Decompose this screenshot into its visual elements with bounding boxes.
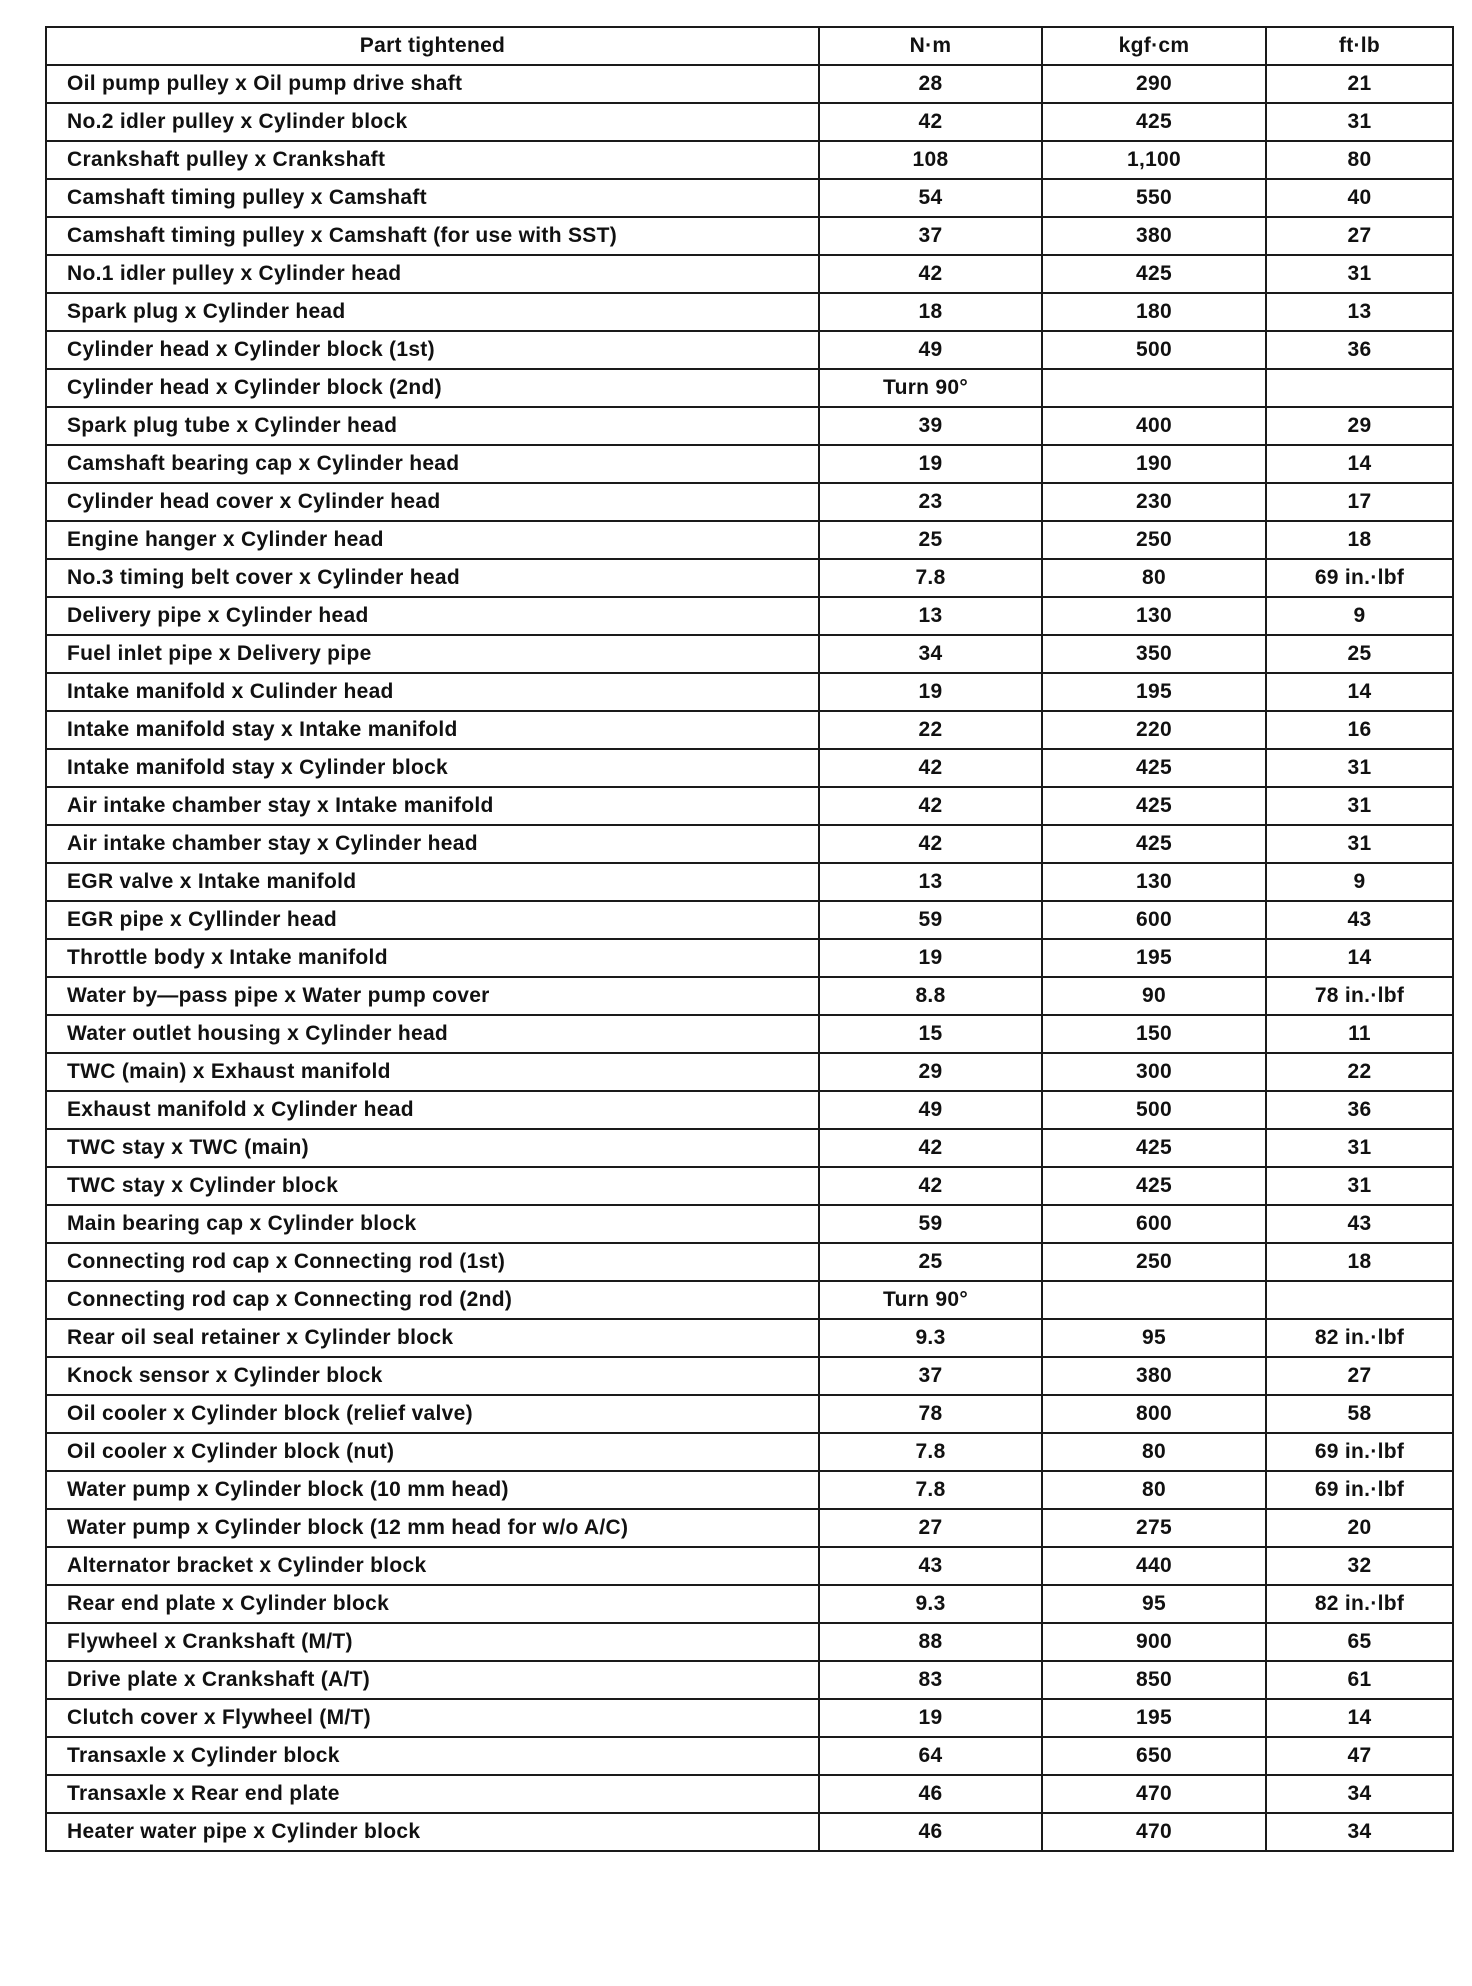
nm-cell: 8.8	[819, 977, 1042, 1015]
part-cell: Oil cooler x Cylinder block (relief valve)	[46, 1395, 819, 1433]
kgf-cm-cell: 600	[1042, 901, 1266, 939]
table-row	[46, 1547, 1453, 1585]
table-row	[46, 1129, 1453, 1167]
nm-cell: 49	[819, 331, 1042, 369]
table-row	[46, 711, 1453, 749]
part-cell: TWC stay x TWC (main)	[46, 1129, 819, 1167]
kgf-cm-cell: 425	[1042, 255, 1266, 293]
nm-cell: 78	[819, 1395, 1042, 1433]
part-cell: TWC (main) x Exhaust manifold	[46, 1053, 819, 1091]
nm-cell: 37	[819, 217, 1042, 255]
header-ft-lb: ft·lb	[1266, 27, 1453, 65]
table-row	[46, 293, 1453, 331]
table-row	[46, 1281, 1453, 1319]
ft-lb-cell: 18	[1266, 521, 1453, 559]
part-cell: Connecting rod cap x Connecting rod (1st)	[46, 1243, 819, 1281]
ft-lb-cell: 16	[1266, 711, 1453, 749]
kgf-cm-cell: 150	[1042, 1015, 1266, 1053]
kgf-cm-cell: 300	[1042, 1053, 1266, 1091]
ft-lb-cell: 25	[1266, 635, 1453, 673]
ft-lb-cell: 80	[1266, 141, 1453, 179]
nm-cell: 108	[819, 141, 1042, 179]
kgf-cm-cell: 350	[1042, 635, 1266, 673]
nm-cell: 19	[819, 1699, 1042, 1737]
kgf-cm-cell: 440	[1042, 1547, 1266, 1585]
ft-lb-cell: 29	[1266, 407, 1453, 445]
nm-cell: 59	[819, 901, 1042, 939]
kgf-cm-cell: 220	[1042, 711, 1266, 749]
ft-lb-cell: 82 in.·lbf	[1266, 1319, 1453, 1357]
table-row	[46, 1015, 1453, 1053]
kgf-cm-cell: 90	[1042, 977, 1266, 1015]
kgf-cm-cell: 425	[1042, 1167, 1266, 1205]
nm-cell: 42	[819, 103, 1042, 141]
table-row	[46, 863, 1453, 901]
kgf-cm-cell: 195	[1042, 939, 1266, 977]
nm-cell: 19	[819, 939, 1042, 977]
ft-lb-cell: 36	[1266, 1091, 1453, 1129]
nm-cell: 22	[819, 711, 1042, 749]
kgf-cm-cell: 290	[1042, 65, 1266, 103]
table-row	[46, 1433, 1453, 1471]
ft-lb-cell: 11	[1266, 1015, 1453, 1053]
nm-cell: 64	[819, 1737, 1042, 1775]
part-cell: Cylinder head x Cylinder block (1st)	[46, 331, 819, 369]
nm-cell: 25	[819, 521, 1042, 559]
ft-lb-cell: 14	[1266, 445, 1453, 483]
kgf-cm-cell: 550	[1042, 179, 1266, 217]
table-row	[46, 407, 1453, 445]
table-row	[46, 901, 1453, 939]
table-row	[46, 331, 1453, 369]
part-cell: Main bearing cap x Cylinder block	[46, 1205, 819, 1243]
ft-lb-cell	[1266, 1281, 1453, 1319]
kgf-cm-cell: 425	[1042, 749, 1266, 787]
ft-lb-cell: 65	[1266, 1623, 1453, 1661]
nm-cell: 15	[819, 1015, 1042, 1053]
ft-lb-cell: 58	[1266, 1395, 1453, 1433]
part-cell: Oil cooler x Cylinder block (nut)	[46, 1433, 819, 1471]
part-cell: Intake manifold x Culinder head	[46, 673, 819, 711]
part-cell: Spark plug x Cylinder head	[46, 293, 819, 331]
part-cell: Rear oil seal retainer x Cylinder block	[46, 1319, 819, 1357]
ft-lb-cell: 31	[1266, 255, 1453, 293]
kgf-cm-cell: 80	[1042, 1471, 1266, 1509]
table-row	[46, 103, 1453, 141]
nm-cell: 29	[819, 1053, 1042, 1091]
kgf-cm-cell: 500	[1042, 331, 1266, 369]
table-row	[46, 141, 1453, 179]
kgf-cm-cell: 230	[1042, 483, 1266, 521]
part-cell: Engine hanger x Cylinder head	[46, 521, 819, 559]
kgf-cm-cell: 425	[1042, 103, 1266, 141]
nm-cell: 7.8	[819, 1433, 1042, 1471]
table-row	[46, 1661, 1453, 1699]
ft-lb-cell: 34	[1266, 1775, 1453, 1813]
kgf-cm-cell: 900	[1042, 1623, 1266, 1661]
table-row	[46, 217, 1453, 255]
part-cell: No.1 idler pulley x Cylinder head	[46, 255, 819, 293]
table-row	[46, 673, 1453, 711]
part-cell: Heater water pipe x Cylinder block	[46, 1813, 819, 1851]
table-row	[46, 939, 1453, 977]
ft-lb-cell: 36	[1266, 331, 1453, 369]
part-cell: Spark plug tube x Cylinder head	[46, 407, 819, 445]
nm-cell: 42	[819, 255, 1042, 293]
table-row	[46, 597, 1453, 635]
part-cell: Flywheel x Crankshaft (M/T)	[46, 1623, 819, 1661]
kgf-cm-cell	[1042, 369, 1266, 407]
part-cell: Knock sensor x Cylinder block	[46, 1357, 819, 1395]
table-row	[46, 1585, 1453, 1623]
part-cell: Transaxle x Cylinder block	[46, 1737, 819, 1775]
ft-lb-cell: 69 in.·lbf	[1266, 559, 1453, 597]
table-row	[46, 1737, 1453, 1775]
ft-lb-cell	[1266, 369, 1453, 407]
table-row	[46, 255, 1453, 293]
nm-cell: 54	[819, 179, 1042, 217]
table-row	[46, 1509, 1453, 1547]
table-row	[46, 825, 1453, 863]
nm-cell: 7.8	[819, 559, 1042, 597]
kgf-cm-cell: 800	[1042, 1395, 1266, 1433]
kgf-cm-cell: 500	[1042, 1091, 1266, 1129]
nm-cell: 59	[819, 1205, 1042, 1243]
part-cell: No.2 idler pulley x Cylinder block	[46, 103, 819, 141]
table-row	[46, 749, 1453, 787]
kgf-cm-cell: 470	[1042, 1813, 1266, 1851]
table-row	[46, 635, 1453, 673]
ft-lb-cell: 31	[1266, 787, 1453, 825]
table-row	[46, 369, 1453, 407]
part-cell: Intake manifold stay x Cylinder block	[46, 749, 819, 787]
part-cell: Intake manifold stay x Intake manifold	[46, 711, 819, 749]
kgf-cm-cell: 80	[1042, 559, 1266, 597]
kgf-cm-cell: 1,100	[1042, 141, 1266, 179]
ft-lb-cell: 20	[1266, 1509, 1453, 1547]
kgf-cm-cell: 850	[1042, 1661, 1266, 1699]
table-row	[46, 1699, 1453, 1737]
ft-lb-cell: 31	[1266, 1129, 1453, 1167]
nm-cell: 42	[819, 1129, 1042, 1167]
part-cell: Water pump x Cylinder block (10 mm head)	[46, 1471, 819, 1509]
ft-lb-cell: 43	[1266, 901, 1453, 939]
part-cell: Throttle body x Intake manifold	[46, 939, 819, 977]
ft-lb-cell: 78 in.·lbf	[1266, 977, 1453, 1015]
header-kgf-cm: kgf·cm	[1042, 27, 1266, 65]
nm-cell: 83	[819, 1661, 1042, 1699]
kgf-cm-cell: 425	[1042, 825, 1266, 863]
part-cell: Clutch cover x Flywheel (M/T)	[46, 1699, 819, 1737]
part-cell: Rear end plate x Cylinder block	[46, 1585, 819, 1623]
table-header	[46, 27, 1453, 65]
nm-cell: 27	[819, 1509, 1042, 1547]
kgf-cm-cell: 250	[1042, 1243, 1266, 1281]
kgf-cm-cell: 180	[1042, 293, 1266, 331]
ft-lb-cell: 69 in.·lbf	[1266, 1471, 1453, 1509]
table-row	[46, 977, 1453, 1015]
nm-cell: 49	[819, 1091, 1042, 1129]
kgf-cm-cell: 195	[1042, 673, 1266, 711]
ft-lb-cell: 31	[1266, 103, 1453, 141]
ft-lb-cell: 69 in.·lbf	[1266, 1433, 1453, 1471]
kgf-cm-cell: 275	[1042, 1509, 1266, 1547]
table-body	[46, 65, 1453, 1851]
part-cell: Connecting rod cap x Connecting rod (2nd)	[46, 1281, 819, 1319]
nm-cell: 9.3	[819, 1585, 1042, 1623]
ft-lb-cell: 31	[1266, 1167, 1453, 1205]
part-cell: Air intake chamber stay x Cylinder head	[46, 825, 819, 863]
part-cell: TWC stay x Cylinder block	[46, 1167, 819, 1205]
nm-cell: 23	[819, 483, 1042, 521]
nm-cell: 9.3	[819, 1319, 1042, 1357]
table-row	[46, 559, 1453, 597]
nm-cell: Turn 90°	[819, 1281, 1042, 1319]
ft-lb-cell: 82 in.·lbf	[1266, 1585, 1453, 1623]
kgf-cm-cell	[1042, 1281, 1266, 1319]
part-cell: Crankshaft pulley x Crankshaft	[46, 141, 819, 179]
nm-cell: 37	[819, 1357, 1042, 1395]
kgf-cm-cell: 425	[1042, 787, 1266, 825]
table-row	[46, 521, 1453, 559]
part-cell: Delivery pipe x Cylinder head	[46, 597, 819, 635]
ft-lb-cell: 14	[1266, 939, 1453, 977]
kgf-cm-cell: 470	[1042, 1775, 1266, 1813]
table-row	[46, 1205, 1453, 1243]
part-cell: Camshaft bearing cap x Cylinder head	[46, 445, 819, 483]
nm-cell: 34	[819, 635, 1042, 673]
ft-lb-cell: 9	[1266, 597, 1453, 635]
nm-cell: 19	[819, 673, 1042, 711]
header-nm: N·m	[819, 27, 1042, 65]
table-row	[46, 1395, 1453, 1433]
ft-lb-cell: 34	[1266, 1813, 1453, 1851]
table-row	[46, 483, 1453, 521]
part-cell: No.3 timing belt cover x Cylinder head	[46, 559, 819, 597]
nm-cell: 42	[819, 825, 1042, 863]
ft-lb-cell: 43	[1266, 1205, 1453, 1243]
table-row	[46, 179, 1453, 217]
ft-lb-cell: 32	[1266, 1547, 1453, 1585]
header-part-tightened: Part tightened	[46, 27, 819, 65]
ft-lb-cell: 40	[1266, 179, 1453, 217]
kgf-cm-cell: 195	[1042, 1699, 1266, 1737]
kgf-cm-cell: 400	[1042, 407, 1266, 445]
nm-cell: 88	[819, 1623, 1042, 1661]
table-row	[46, 787, 1453, 825]
kgf-cm-cell: 650	[1042, 1737, 1266, 1775]
kgf-cm-cell: 130	[1042, 863, 1266, 901]
table-row	[46, 1243, 1453, 1281]
kgf-cm-cell: 80	[1042, 1433, 1266, 1471]
table-row	[46, 65, 1453, 103]
kgf-cm-cell: 250	[1042, 521, 1266, 559]
kgf-cm-cell: 95	[1042, 1585, 1266, 1623]
part-cell: Camshaft timing pulley x Camshaft (for use with SST)	[46, 217, 819, 255]
torque-spec-table	[45, 26, 1454, 1852]
kgf-cm-cell: 425	[1042, 1129, 1266, 1167]
part-cell: EGR pipe x Cyllinder head	[46, 901, 819, 939]
part-cell: Transaxle x Rear end plate	[46, 1775, 819, 1813]
part-cell: EGR valve x Intake manifold	[46, 863, 819, 901]
ft-lb-cell: 18	[1266, 1243, 1453, 1281]
part-cell: Alternator bracket x Cylinder block	[46, 1547, 819, 1585]
kgf-cm-cell: 600	[1042, 1205, 1266, 1243]
table-row	[46, 1319, 1453, 1357]
nm-cell: Turn 90°	[819, 369, 1042, 407]
table-row	[46, 1775, 1453, 1813]
table-row	[46, 445, 1453, 483]
nm-cell: 19	[819, 445, 1042, 483]
kgf-cm-cell: 95	[1042, 1319, 1266, 1357]
nm-cell: 25	[819, 1243, 1042, 1281]
nm-cell: 13	[819, 597, 1042, 635]
nm-cell: 28	[819, 65, 1042, 103]
table-row	[46, 1053, 1453, 1091]
part-cell: Water pump x Cylinder block (12 mm head for w/o A/C)	[46, 1509, 819, 1547]
nm-cell: 18	[819, 293, 1042, 331]
part-cell: Water by—pass pipe x Water pump cover	[46, 977, 819, 1015]
nm-cell: 43	[819, 1547, 1042, 1585]
ft-lb-cell: 27	[1266, 1357, 1453, 1395]
ft-lb-cell: 14	[1266, 1699, 1453, 1737]
ft-lb-cell: 13	[1266, 293, 1453, 331]
table-row	[46, 1623, 1453, 1661]
nm-cell: 39	[819, 407, 1042, 445]
table-row	[46, 1471, 1453, 1509]
table-row	[46, 1813, 1453, 1851]
ft-lb-cell: 22	[1266, 1053, 1453, 1091]
part-cell: Camshaft timing pulley x Camshaft	[46, 179, 819, 217]
ft-lb-cell: 31	[1266, 825, 1453, 863]
table-row	[46, 1091, 1453, 1129]
ft-lb-cell: 14	[1266, 673, 1453, 711]
part-cell: Water outlet housing x Cylinder head	[46, 1015, 819, 1053]
part-cell: Drive plate x Crankshaft (A/T)	[46, 1661, 819, 1699]
nm-cell: 42	[819, 1167, 1042, 1205]
ft-lb-cell: 21	[1266, 65, 1453, 103]
ft-lb-cell: 17	[1266, 483, 1453, 521]
nm-cell: 46	[819, 1813, 1042, 1851]
ft-lb-cell: 31	[1266, 749, 1453, 787]
kgf-cm-cell: 190	[1042, 445, 1266, 483]
header-row	[46, 27, 1453, 65]
nm-cell: 13	[819, 863, 1042, 901]
ft-lb-cell: 61	[1266, 1661, 1453, 1699]
part-cell: Cylinder head cover x Cylinder head	[46, 483, 819, 521]
ft-lb-cell: 9	[1266, 863, 1453, 901]
kgf-cm-cell: 130	[1042, 597, 1266, 635]
table-row	[46, 1357, 1453, 1395]
ft-lb-cell: 47	[1266, 1737, 1453, 1775]
kgf-cm-cell: 380	[1042, 217, 1266, 255]
part-cell: Fuel inlet pipe x Delivery pipe	[46, 635, 819, 673]
nm-cell: 46	[819, 1775, 1042, 1813]
nm-cell: 42	[819, 749, 1042, 787]
part-cell: Exhaust manifold x Cylinder head	[46, 1091, 819, 1129]
part-cell: Cylinder head x Cylinder block (2nd)	[46, 369, 819, 407]
ft-lb-cell: 27	[1266, 217, 1453, 255]
nm-cell: 7.8	[819, 1471, 1042, 1509]
part-cell: Oil pump pulley x Oil pump drive shaft	[46, 65, 819, 103]
table-row	[46, 1167, 1453, 1205]
kgf-cm-cell: 380	[1042, 1357, 1266, 1395]
nm-cell: 42	[819, 787, 1042, 825]
part-cell: Air intake chamber stay x Intake manifold	[46, 787, 819, 825]
